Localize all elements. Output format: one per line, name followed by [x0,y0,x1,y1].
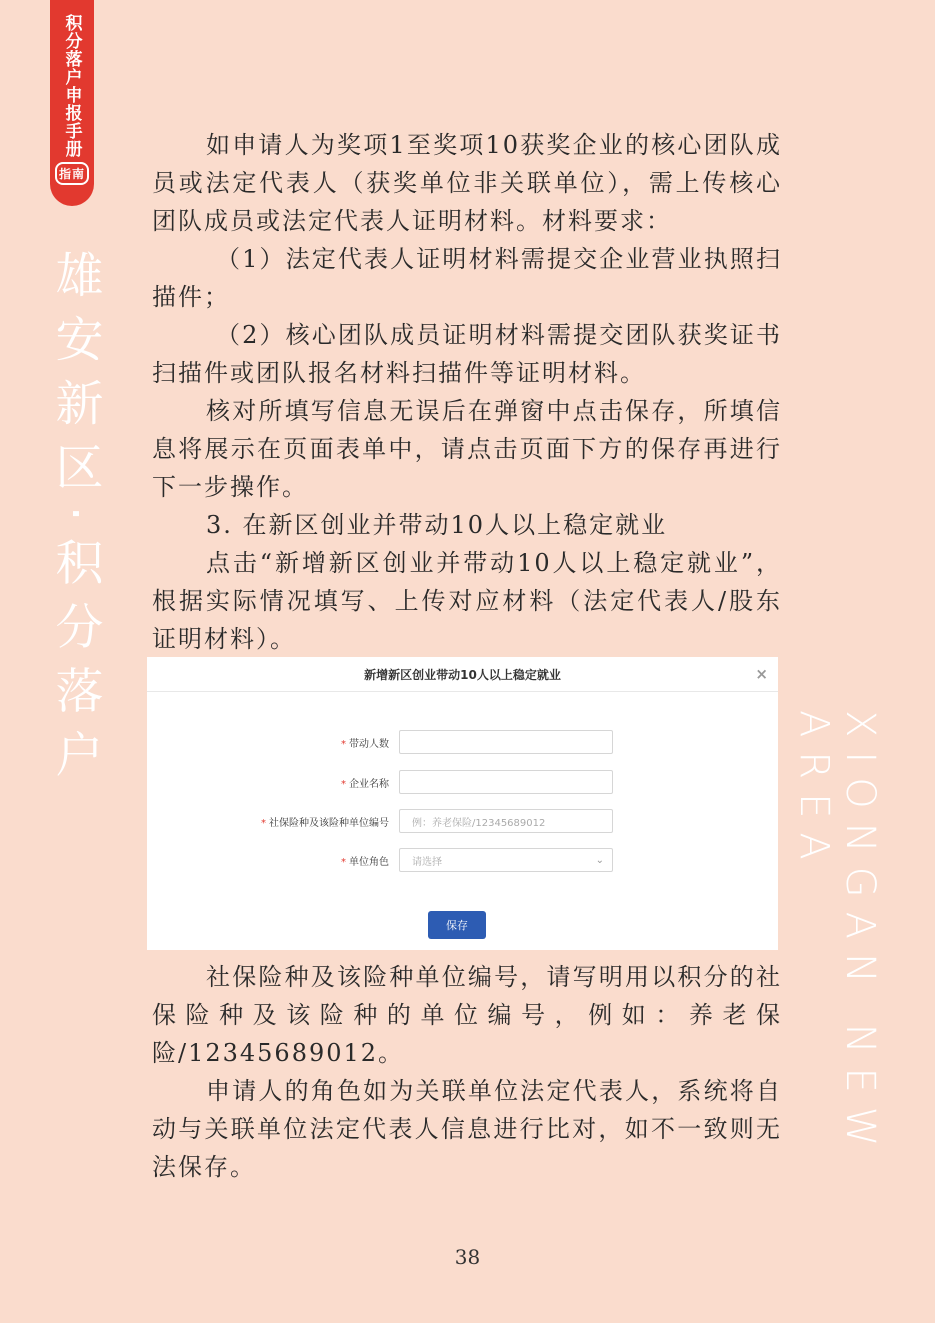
select-placeholder: 请选择 [412,856,442,868]
paragraph: 申请人的角色如为关联单位法定代表人，系统将自动与关联单位法定代表人信息进行比对，如不一致则无法保存。 [152,1077,782,1181]
insurance-number-input[interactable]: 例：养老保险/12345689012 [399,809,613,833]
section-heading: 3. 在新区创业并带动10人以上稳定就业 [206,511,668,539]
section-vertical-title: 雄安新区·积分落户 [47,250,103,794]
paragraph: （2）核心团队成员证明材料需提交团队获奖证书扫描件或团队报名材料扫描件等证明材料。 [152,321,782,387]
save-button[interactable]: 保存 [428,911,486,939]
form-row-unit-role [147,847,778,873]
close-icon[interactable]: × [755,665,768,683]
dialog-title: 新增新区创业带动10人以上稳定就业 [364,667,561,682]
form-row-employee-count [147,729,778,755]
body-text-bottom [152,958,782,1186]
field-label: * 企业名称 [341,778,389,790]
unit-role-select[interactable] [399,848,613,872]
add-employment-dialog [147,657,778,950]
guide-logo: 指南 [55,162,89,185]
handbook-title: 积分落户申报手册 [61,14,82,158]
dialog-header [147,657,778,692]
field-label: * 单位角色 [341,856,389,868]
field-label: * 社保险种及该险种单位编号 [261,817,389,829]
paragraph: 核对所填写信息无误后在弹窗中点击保存，所填信息将展示在页面表单中，请点击页面下方的保存再进行下一步操作。 [152,397,782,501]
body-text-top [152,126,782,658]
company-name-input[interactable] [399,770,613,794]
form-row-company-name [147,769,778,795]
employee-count-input[interactable] [399,730,613,754]
paragraph: 社保险种及该险种单位编号，请写明用以积分的社保险种及该险种的单位编号，例如：养老保险/12345689012。 [152,963,782,1067]
paragraph: 如申请人为奖项1至奖项10获奖企业的核心团队成员或法定代表人（获奖单位非关联单位），需上传核心团队成员或法定代表人证明材料。材料要求： [152,131,782,235]
paragraph: （1）法定代表人证明材料需提交企业营业执照扫描件； [152,245,782,311]
side-tab [50,0,94,206]
field-label: * 带动人数 [341,738,389,750]
form-row-insurance [147,808,778,834]
page-number: 38 [454,1245,481,1269]
english-vertical-title: XIONGAN NEW AREA [791,710,883,1161]
chevron-down-icon: ⌄ [595,854,604,866]
paragraph: 点击“新增新区创业并带动10人以上稳定就业”，根据实际情况填写、上传对应材料（法定代表人/股东证明材料）。 [152,549,782,653]
